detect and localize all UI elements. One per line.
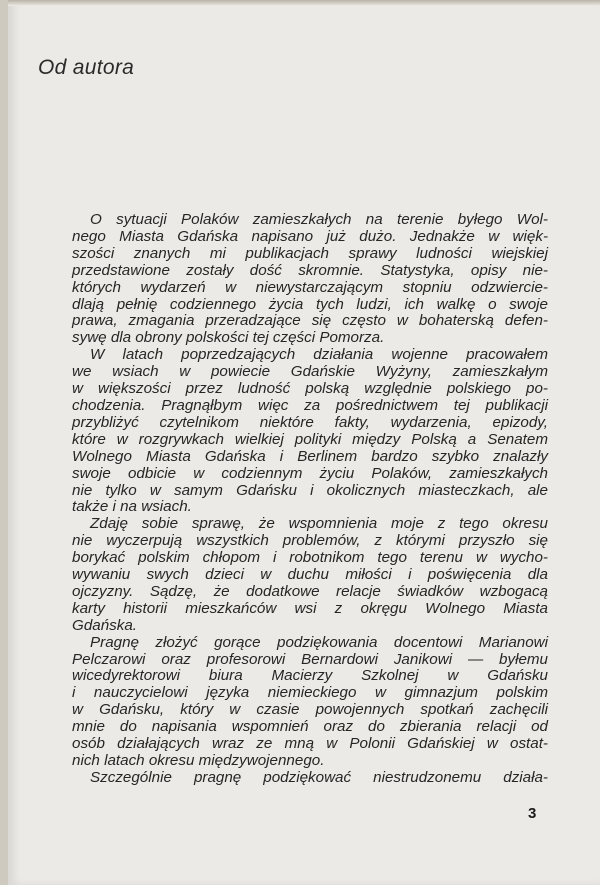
text-line: we wsiach w powiecie Gdańskie Wyżyny, zamieszkałym xyxy=(72,363,548,381)
paragraph xyxy=(72,347,548,516)
paragraph xyxy=(72,770,548,787)
paragraph xyxy=(72,635,548,770)
text-line: prawa, zmagania przeradzające się często w bohaterską defen- xyxy=(72,312,548,330)
paragraph xyxy=(72,516,548,634)
text-line: Zdaję sobie sprawę, że wspomnienia moje z tego okresu xyxy=(90,515,548,533)
text-line: borykać polskim chłopom i robotnikom tego terenu w wycho- xyxy=(72,549,548,567)
text-line: Pelczarowi oraz profesorowi Bernardowi Janikowi — byłemu xyxy=(72,650,548,668)
text-line: W latach poprzedzających działania wojenne pracowałem xyxy=(90,346,548,364)
text-line: swoje odbicie w codziennym życiu Polaków, zamieszkałych xyxy=(72,464,548,482)
text-line: sywę dla obrony polskości tej części Pomorza. xyxy=(72,329,385,347)
text-line: O sytuacji Polaków zamieszkałych na terenie byłego Wol- xyxy=(90,211,548,228)
chapter-heading: Od autora xyxy=(38,56,135,79)
text-line: wywaniu swych dzieci w duchu miłości i poświęcenia dla xyxy=(72,566,548,584)
text-line: przedstawione zostały dość skromnie. Statystyka, opisy nie- xyxy=(72,261,548,279)
text-line: i nauczycielowi języka niemieckiego w gimnazjum polskim xyxy=(72,684,548,702)
text-line: szości znanych mi publikacjach sprawy ludności wiejskiej xyxy=(72,244,548,262)
text-line: dlają pełnię codziennego życia tych ludzi, ich walkę o swoje xyxy=(72,295,548,313)
text-line: osób działających wraz ze mną w Polonii Gdańskiej w ostat- xyxy=(72,735,548,753)
text-line: nie wyczerpują wszystkich problemów, z którymi przyszło się xyxy=(72,532,548,550)
text-line: nego Miasta Gdańska napisano już dużo. Jednakże w więk- xyxy=(72,227,548,245)
text-line: w większości przez ludność polską względnie polskiego po- xyxy=(72,380,548,398)
text-line: których wydarzeń w niewystarczającym stopniu odzwiercie- xyxy=(72,278,548,296)
text-line: nich latach okresu międzywojennego. xyxy=(72,752,325,769)
body-text xyxy=(72,212,548,787)
text-line: ojczyzny. Sądzę, że dodatkowe relacje świadków wzbogacą xyxy=(72,582,548,600)
text-line: które w rozgrywkach wielkiej polityki między Polską a Senatem xyxy=(72,430,548,448)
text-line: nie tylko w samym Gdańsku i okolicznych miasteczkach, ale xyxy=(72,481,548,499)
text-line: w Gdańsku, który w czasie powojennych spotkań zachęcili xyxy=(72,701,548,719)
text-line: także i na wsiach. xyxy=(72,498,192,516)
text-line: Gdańska. xyxy=(72,616,138,634)
text-line: Szczególnie pragnę podziękować niestrudzonemu działa- xyxy=(90,768,548,786)
paragraph xyxy=(72,212,548,347)
text-line: wicedyrektorowi biura Macierzy Szkolnej w Gdańsku xyxy=(72,667,548,685)
book-page xyxy=(8,0,600,885)
text-line: karty historii mieszkańców wsi z okręgu Wolnego Miasta xyxy=(72,599,548,617)
text-line: Pragnę złożyć gorące podziękowania docentowi Marianowi xyxy=(90,633,548,651)
text-line: Wolnego Miasta Gdańska i Berlinem bardzo szybko znalazły xyxy=(72,447,548,465)
text-line: mnie do napisania wspomnień oraz do zbierania relacji od xyxy=(72,718,548,736)
page-number: 3 xyxy=(528,805,537,822)
text-line: przybliżyć czytelnikom niektóre fakty, wydarzenia, epizody, xyxy=(72,413,548,431)
text-line: chodzenia. Pragnąłbym więc za pośrednictwem tej publikacji xyxy=(72,396,548,414)
